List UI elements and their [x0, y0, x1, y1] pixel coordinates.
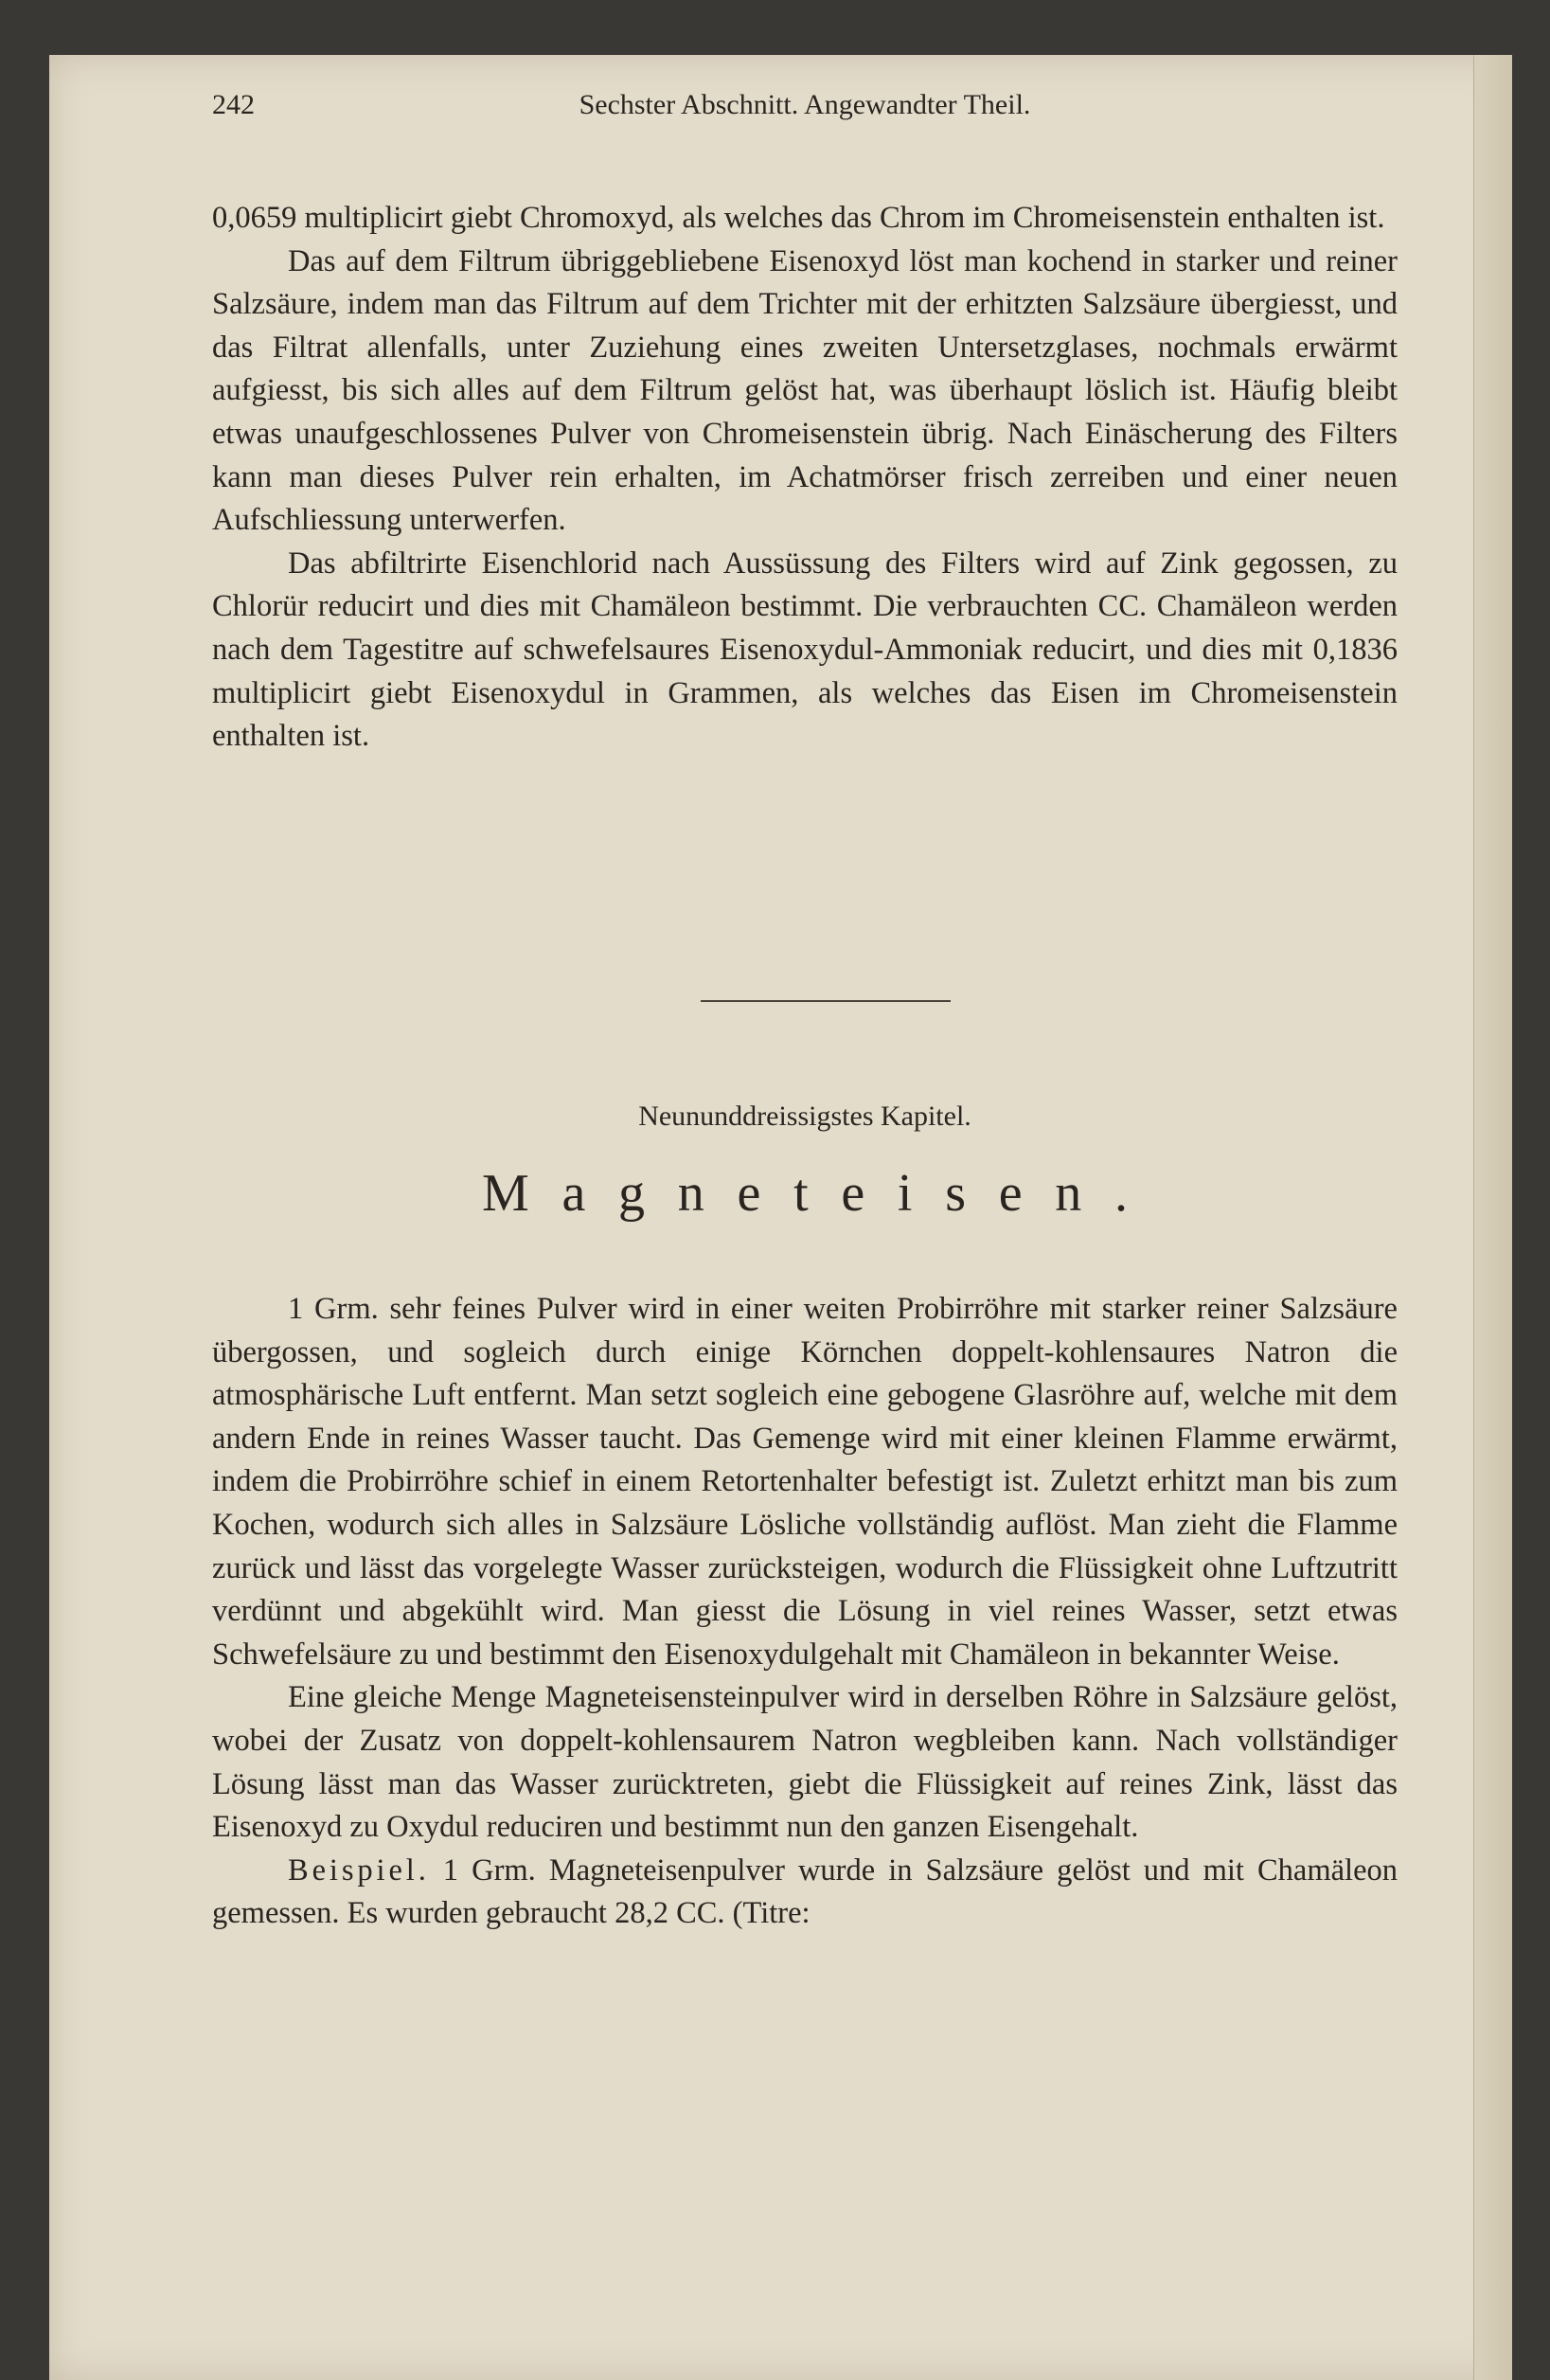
chapter-title: Magneteisen. [481, 1164, 1161, 1223]
example-label: Beispiel. [288, 1852, 430, 1888]
chapter-label: Neununddreissigstes Kapitel. [638, 1101, 971, 1132]
paragraph-total-iron: Eine gleiche Menge Magneteisensteinpulver wird in derselben Röhre in Salzsäure gelöst, wobei der Zusatz von doppelt-kohlensaurem Natron wegbleiben kann. Nach vollständiger Lösung lässt man das Wasser zurücktreten, giebt die Flüssigkeit auf reines Zink, lässt das Eisenoxyd zu Oxydul reduciren und bestimmt nun den ganzen Eisengehalt. [212, 1680, 1398, 1845]
page-gutter [1473, 55, 1512, 2380]
paragraph-example [212, 1850, 1398, 1936]
paragraph-method: 1 Grm. sehr feines Pulver wird in einer weiten Probirröhre mit starker reiner Salzsäure übergossen, und sogleich durch einige Körnchen doppelt-kohlensaures Natron die atmosphärische Luft entfernt. Man setzt sogleich eine gebogene Glasröhre auf, welche mit dem andern Ende in reines Wasser taucht. Das Gemenge wird mit einer kleinen Flamme erwärmt, indem die Probirröhre schief in einem Retortenhalter befestigt ist. Zuletzt erhitzt man bis zum Kochen, wodurch sich alles in Salzsäure Lösliche vollständig auflöst. Man zieht die Flamme zurück und lässt das vorgelegte Wasser zurücksteigen, wodurch die Flüssigkeit ohne Luftzutritt verdünnt und abgekühlt wird. Man giesst die Lösung in viel reines Wasser, setzt etwas Schwefelsäure zu und bestimmt den Eisenoxydulgehalt mit Chamäleon in bekannter Weise. [212, 1292, 1398, 1672]
page-number: 242 [212, 89, 255, 120]
paragraph-eisenchlorid: Das abfiltrirte Eisenchlorid nach Aussüssung des Filters wird auf Zink gegossen, zu Chlorür reducirt und dies mit Chamäleon bestimmt. Die verbrauchten CC. Chamäleon werden nach dem Tagestitre auf schwefelsaures Eisenoxydul-Ammoniak reducirt, und dies mit 0,1836 multiplicirt giebt Eisenoxydul in Grammen, als welches das Eisen im Chromeisenstein enthalten ist. [212, 546, 1398, 754]
section-divider [701, 1000, 951, 1002]
paragraph-chromoxyd: 0,0659 multiplicirt giebt Chromoxyd, als welches das Chrom im Chromeisenstein enthalten ist. [212, 201, 1385, 235]
text-block-bottom [212, 1288, 1398, 1936]
running-header [212, 89, 1398, 127]
text-block-top [212, 197, 1398, 759]
example-text: 1 Grm. Magneteisenpulver wurde in Salzsäure gelöst und mit Chamäleon gemessen. Es wurden gebraucht 28,2 CC. (Titre: [212, 1852, 1398, 1931]
running-title: Sechster Abschnitt. Angewandter Theil. [579, 89, 1031, 120]
paragraph-eisenoxyd: Das auf dem Filtrum übriggebliebene Eisenoxyd löst man kochend in starker und reiner Salzsäure, indem man das Filtrum auf dem Trichter mit der erhitzten Salzsäure übergiesst, und das Filtrat allenfalls, unter Zuziehung eines zweiten Untersetzglases, nochmals erwärmt aufgiesst, bis sich alles auf dem Filtrum gelöst hat, was überhaupt löslich ist. Häufig bleibt etwas unaufgeschlossenes Pulver von Chromeisenstein übrig. Nach Einäscherung des Filters kann man dieses Pulver rein erhalten, im Achatmörser frisch zerreiben und einer neuen Aufschliessung unterwerfen. [212, 243, 1398, 538]
